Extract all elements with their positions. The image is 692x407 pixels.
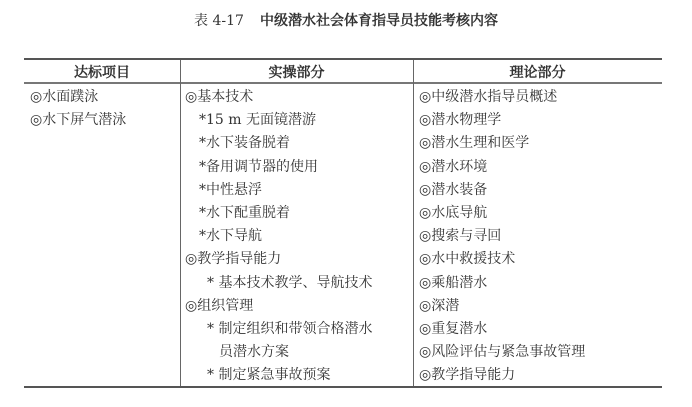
list-item: ◎深潜 [419,297,460,314]
assessment-table [24,58,662,388]
list-item: ◎教学指导能力 [419,367,516,384]
list-item: *水下导航 [199,228,262,245]
list-item: * 制定紧急事故预案 [207,367,331,384]
table-title: 中级潜水社会体育指导员技能考核内容 [259,13,498,29]
column-divider [180,60,181,386]
list-item: *水下配重脱着 [199,205,290,222]
table-header [24,60,662,84]
column-divider [413,60,414,386]
list-item: *15 m 无面镜潜游 [199,112,316,129]
list-item: ◎潜水环境 [419,158,488,175]
list-item: ◎乘船潜水 [419,274,488,291]
list-item: * 基本技术教学、导航技术 [207,274,373,291]
list-item: ◎基本技术 [185,89,254,105]
standard-items-column [30,86,126,132]
table-number: 表 4-17 [194,13,244,29]
list-item: ◎组织管理 [185,297,254,314]
list-item: 员潜水方案 [219,344,289,361]
list-item: *备用调节器的使用 [199,158,318,175]
header-practical: 实操部分 [268,65,325,81]
list-item: ◎水中救援技术 [419,251,516,268]
list-item: ◎教学指导能力 [185,251,282,268]
list-item: ◎重复潜水 [419,321,488,338]
list-item: ◎搜索与寻回 [419,228,502,245]
list-item: *中性悬浮 [199,181,262,198]
table-caption [0,10,692,30]
header-standard-items: 达标项目 [74,65,130,81]
list-item: *水下装备脱着 [199,135,290,152]
list-item: ◎水面蹼泳 [30,89,99,105]
list-item: ◎潜水物理学 [419,112,502,129]
list-item: ◎潜水装备 [419,181,488,198]
practical-column [185,86,372,388]
list-item: * 制定组织和带领合格潜水 [207,321,373,338]
list-item: ◎水底导航 [419,205,488,222]
list-item: ◎风险评估与紧急事故管理 [419,344,586,361]
list-item: ◎水下屏气潜泳 [30,112,127,129]
theory-column [419,86,585,388]
list-item: ◎潜水生理和医学 [419,135,530,152]
header-theory: 理论部分 [509,65,566,81]
list-item: ◎中级潜水指导员概述 [419,89,558,105]
